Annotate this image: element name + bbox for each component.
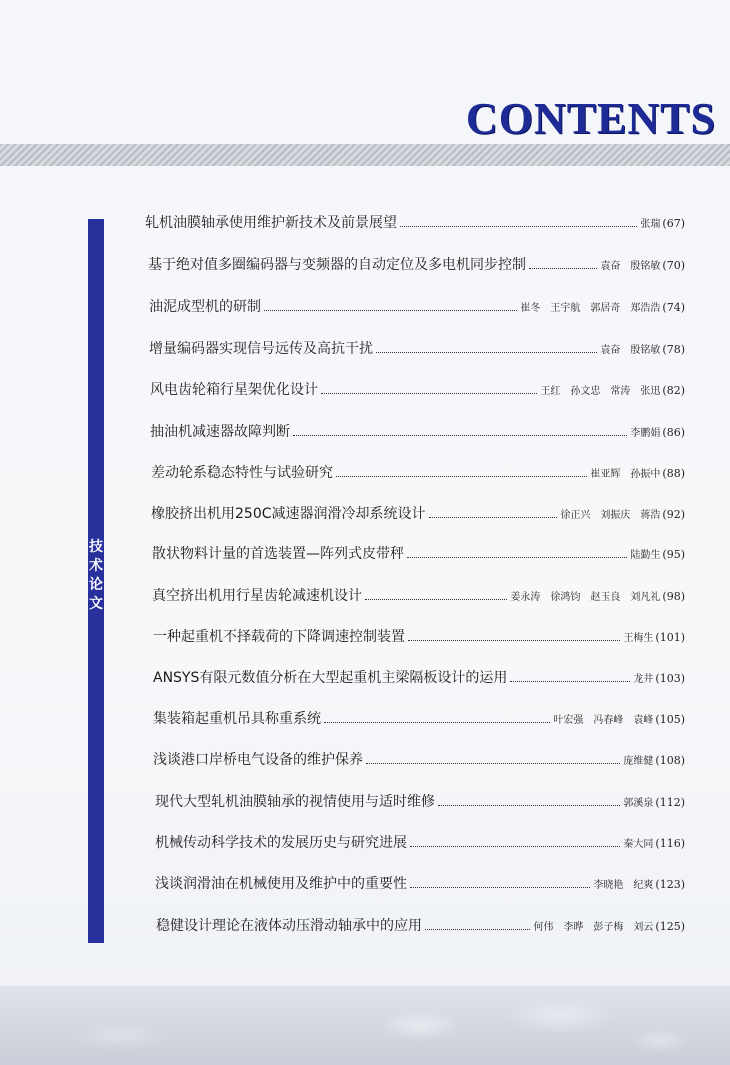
toc-entry-page: (88)	[662, 467, 685, 480]
toc-entry[interactable]	[150, 421, 685, 443]
toc-leader-dots	[529, 256, 597, 269]
toc-entry-page: (70)	[662, 259, 685, 272]
toc-entry-page: (78)	[662, 343, 685, 356]
toc-entry-page: (125)	[655, 920, 685, 933]
toc-entry-authors: 王红 孙文忠 常涛 张迅	[540, 386, 661, 397]
toc-entry-authors: 王梅生	[623, 633, 654, 644]
toc-entry-title: 浅谈润滑油在机械使用及维护中的重要性	[155, 876, 407, 892]
contents-heading: CONTENTS	[465, 94, 716, 143]
toc-entry-authors: 龙井	[633, 674, 654, 685]
section-label-char: 文	[89, 596, 103, 612]
toc-entry-title: ANSYS有限元数值分析在大型起重机主梁隔板设计的运用	[153, 670, 508, 686]
toc-entry-authors: 崔冬 王宇航 郭居奇 郑浩浩	[520, 303, 661, 314]
toc-entry-authors: 袁奋 殷铭敏	[600, 345, 661, 356]
toc-leader-dots	[365, 587, 507, 600]
toc-entry-page: (105)	[655, 713, 685, 726]
toc-leader-dots	[429, 505, 558, 518]
toc-leader-dots	[410, 834, 620, 847]
toc-entry[interactable]	[151, 503, 685, 525]
toc-entry-authors: 叶宏强 冯春峰 袁峰	[553, 715, 654, 726]
toc-entry-page: (92)	[662, 508, 685, 521]
toc-entry-title: 一种起重机不择载荷的下降调速控制装置	[153, 629, 405, 645]
toc-entry-title: 浅谈港口岸桥电气设备的维护保养	[153, 752, 363, 768]
toc-leader-dots	[366, 751, 620, 764]
toc-entry-title: 增量编码器实现信号远传及高抗干扰	[149, 341, 373, 357]
toc-entry-page: (116)	[655, 837, 685, 850]
toc-entry-title: 抽油机减速器故障判断	[150, 424, 290, 440]
toc-entry-page: (101)	[655, 631, 685, 644]
toc-leader-dots	[407, 545, 627, 558]
toc-leader-dots	[400, 214, 637, 227]
toc-entry-page: (86)	[662, 426, 685, 439]
toc-entry-authors: 陆勤生	[630, 550, 661, 561]
toc-leader-dots	[510, 669, 630, 682]
toc-entry-title: 集装箱起重机吊具称重系统	[153, 711, 321, 727]
toc-entry-page: (98)	[662, 590, 685, 603]
toc-leader-dots	[324, 710, 550, 723]
toc-entry[interactable]	[153, 626, 685, 648]
toc-entry-page: (112)	[655, 796, 685, 809]
world-map-watermark	[0, 986, 730, 1065]
toc-entry-title: 稳健设计理论在液体动压滑动轴承中的应用	[156, 918, 422, 934]
toc-entry-authors: 秦大同	[623, 839, 654, 850]
toc-entry-page: (82)	[662, 384, 685, 397]
toc-entry-title: 橡胶挤出机用250C减速器润滑冷却系统设计	[151, 506, 426, 522]
section-label-char: 论	[89, 577, 103, 593]
toc-entry-authors: 袁奋 殷铭敏	[600, 261, 661, 272]
toc-entry-title: 真空挤出机用行星齿轮减速机设计	[152, 588, 362, 604]
toc-leader-dots	[293, 423, 627, 436]
toc-entry-page: (103)	[655, 672, 685, 685]
toc-entry-authors: 庞维健	[623, 756, 654, 767]
toc-entry-authors: 崔亚辉 孙振中	[590, 469, 661, 480]
toc-entry-title: 基于绝对值多圈编码器与变频器的自动定位及多电机同步控制	[148, 257, 526, 273]
toc-entry-title: 差动轮系稳态特性与试验研究	[151, 465, 333, 481]
toc-entry-page: (123)	[655, 878, 685, 891]
toc-entry[interactable]	[151, 462, 685, 484]
toc-entry[interactable]	[156, 915, 685, 937]
toc-entry-authors: 李鹏娟	[630, 428, 661, 439]
toc-leader-dots	[408, 628, 620, 641]
toc-entry[interactable]	[148, 254, 685, 276]
toc-entry-page: (67)	[662, 217, 685, 230]
toc-entry[interactable]	[152, 585, 685, 607]
toc-entry-title: 风电齿轮箱行星架优化设计	[150, 382, 318, 398]
toc-entry[interactable]	[153, 749, 685, 771]
toc-entry[interactable]	[145, 212, 685, 234]
toc-leader-dots	[438, 793, 620, 806]
section-label-char: 技	[89, 539, 103, 555]
toc-entry-authors: 何伟 李晔 彭子梅 刘云	[533, 922, 654, 933]
toc-leader-dots	[336, 464, 587, 477]
toc-entry-title: 散状物料计量的首选装置—阵列式皮带秤	[152, 546, 404, 562]
toc-entry-authors: 李晓艳 纪爽	[593, 880, 654, 891]
toc-entry-authors: 郭溪泉	[623, 798, 654, 809]
toc-entry[interactable]	[149, 338, 685, 360]
toc-entry-authors: 姜永涛 徐鸿钧 赵玉良 刘凡礼	[510, 592, 661, 603]
toc-entry[interactable]	[153, 667, 685, 689]
toc-entry[interactable]	[155, 791, 685, 813]
toc-entry[interactable]	[149, 296, 685, 318]
toc-entry-title: 油泥成型机的研制	[149, 299, 261, 315]
toc-entry-authors: 张瑞	[640, 219, 661, 230]
toc-leader-dots	[321, 381, 537, 394]
toc-entry-title: 机械传动科学技术的发展历史与研究进展	[155, 835, 407, 851]
toc-entry[interactable]	[153, 708, 685, 730]
toc-entry-page: (95)	[662, 548, 685, 561]
toc-leader-dots	[410, 875, 590, 888]
toc-entry-authors: 徐正兴 刘振庆 蒋浩	[560, 510, 661, 521]
toc-entry-title: 现代大型轧机油膜轴承的视情使用与适时维修	[155, 794, 435, 810]
toc-leader-dots	[425, 917, 530, 930]
toc-entry-page: (74)	[662, 301, 685, 314]
toc-leader-dots	[264, 298, 517, 311]
toc-leader-dots	[376, 340, 597, 353]
toc-entry[interactable]	[155, 873, 685, 895]
toc-entry-title: 轧机油膜轴承使用维护新技术及前景展望	[145, 215, 397, 231]
toc-entry-page: (108)	[655, 754, 685, 767]
toc-entry[interactable]	[155, 832, 685, 854]
section-label-char: 术	[89, 558, 103, 574]
toc-entry[interactable]	[150, 379, 685, 401]
toc-entry[interactable]	[152, 543, 685, 565]
